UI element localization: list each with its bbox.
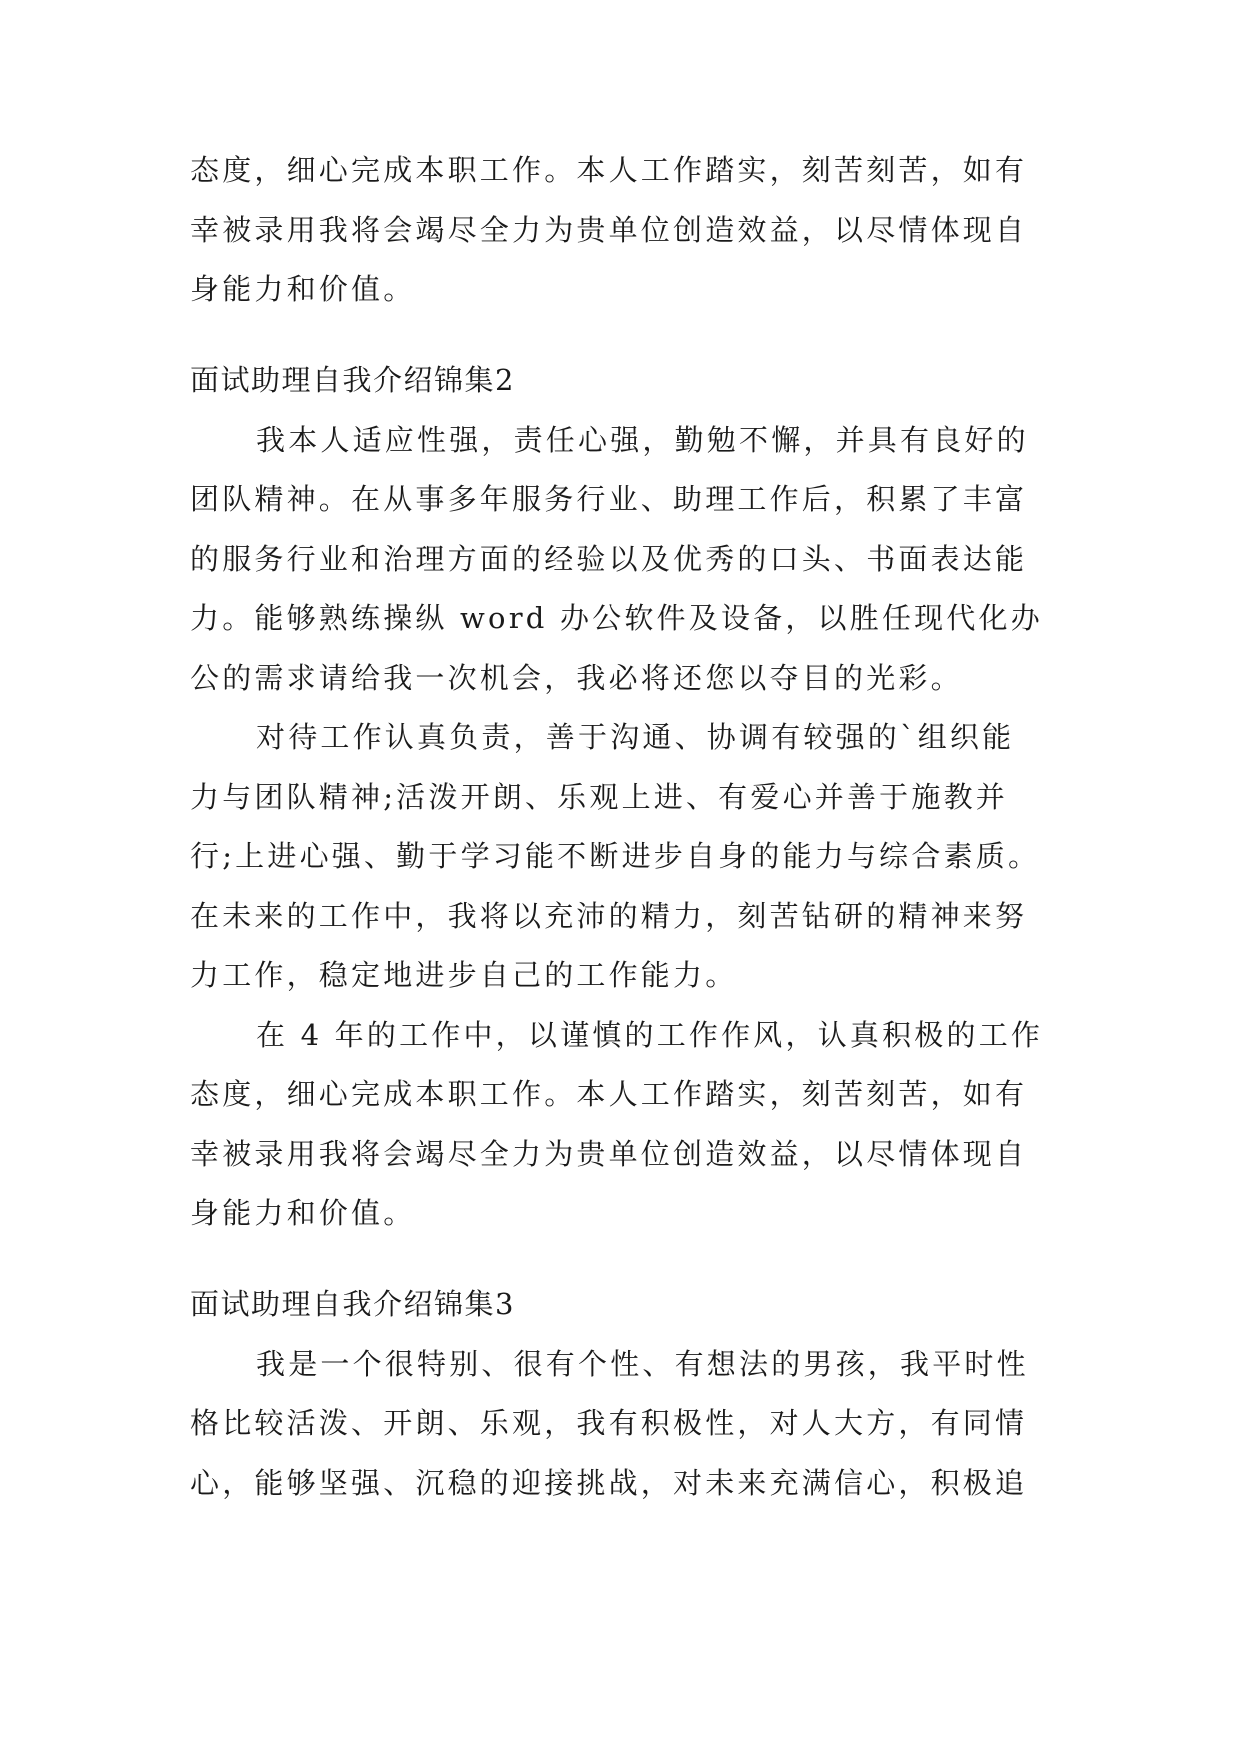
text-line: 在 4 年的工作中，以谨慎的工作作风，认真积极的工作 <box>256 1018 1044 1052</box>
text-line: 我是一个很特别、很有个性、有想法的男孩，我平时性 <box>256 1347 1029 1381</box>
text-line: 行;上进心强、勤于学习能不断进步自身的能力与综合素质。 <box>190 839 1041 873</box>
section-heading: 面试助理自我介绍锦集3 <box>190 1287 515 1321</box>
text-line: 公的需求请给我一次机会，我必将还您以夺目的光彩。 <box>190 661 963 695</box>
text-line: 态度，细心完成本职工作。本人工作踏实，刻苦刻苦，如有 <box>190 1077 1028 1111</box>
text-line: 我本人适应性强，责任心强，勤勉不懈，并具有良好的 <box>256 423 1029 457</box>
text-line: 格比较活泼、开朗、乐观，我有积极性，对人大方，有同情 <box>190 1406 1028 1440</box>
text-line: 团队精神。在从事多年服务行业、助理工作后，积累了丰富 <box>190 482 1028 516</box>
text-line: 身能力和价值。 <box>190 272 416 306</box>
text-line: 对待工作认真负责，善于沟通、协调有较强的`组织能 <box>256 720 1015 754</box>
text-line: 力。能够熟练操纵 word 办公软件及设备，以胜任现代化办 <box>190 601 1043 635</box>
text-line: 的服务行业和治理方面的经验以及优秀的口头、书面表达能 <box>190 542 1028 576</box>
section-heading: 面试助理自我介绍锦集2 <box>190 363 515 397</box>
text-line: 幸被录用我将会竭尽全力为贵单位创造效益，以尽情体现自 <box>190 1137 1028 1171</box>
text-line: 心，能够坚强、沉稳的迎接挑战，对未来充满信心，积极追 <box>190 1466 1028 1500</box>
text-line: 在未来的工作中，我将以充沛的精力，刻苦钻研的精神来努 <box>190 899 1028 933</box>
text-line: 身能力和价值。 <box>190 1196 416 1230</box>
text-line: 态度，细心完成本职工作。本人工作踏实，刻苦刻苦，如有 <box>190 153 1028 187</box>
text-line: 力工作，稳定地进步自己的工作能力。 <box>190 958 738 992</box>
text-line: 幸被录用我将会竭尽全力为贵单位创造效益，以尽情体现自 <box>190 213 1028 247</box>
text-line: 力与团队精神;活泼开朗、乐观上进、有爱心并善于施教并 <box>190 780 1008 814</box>
